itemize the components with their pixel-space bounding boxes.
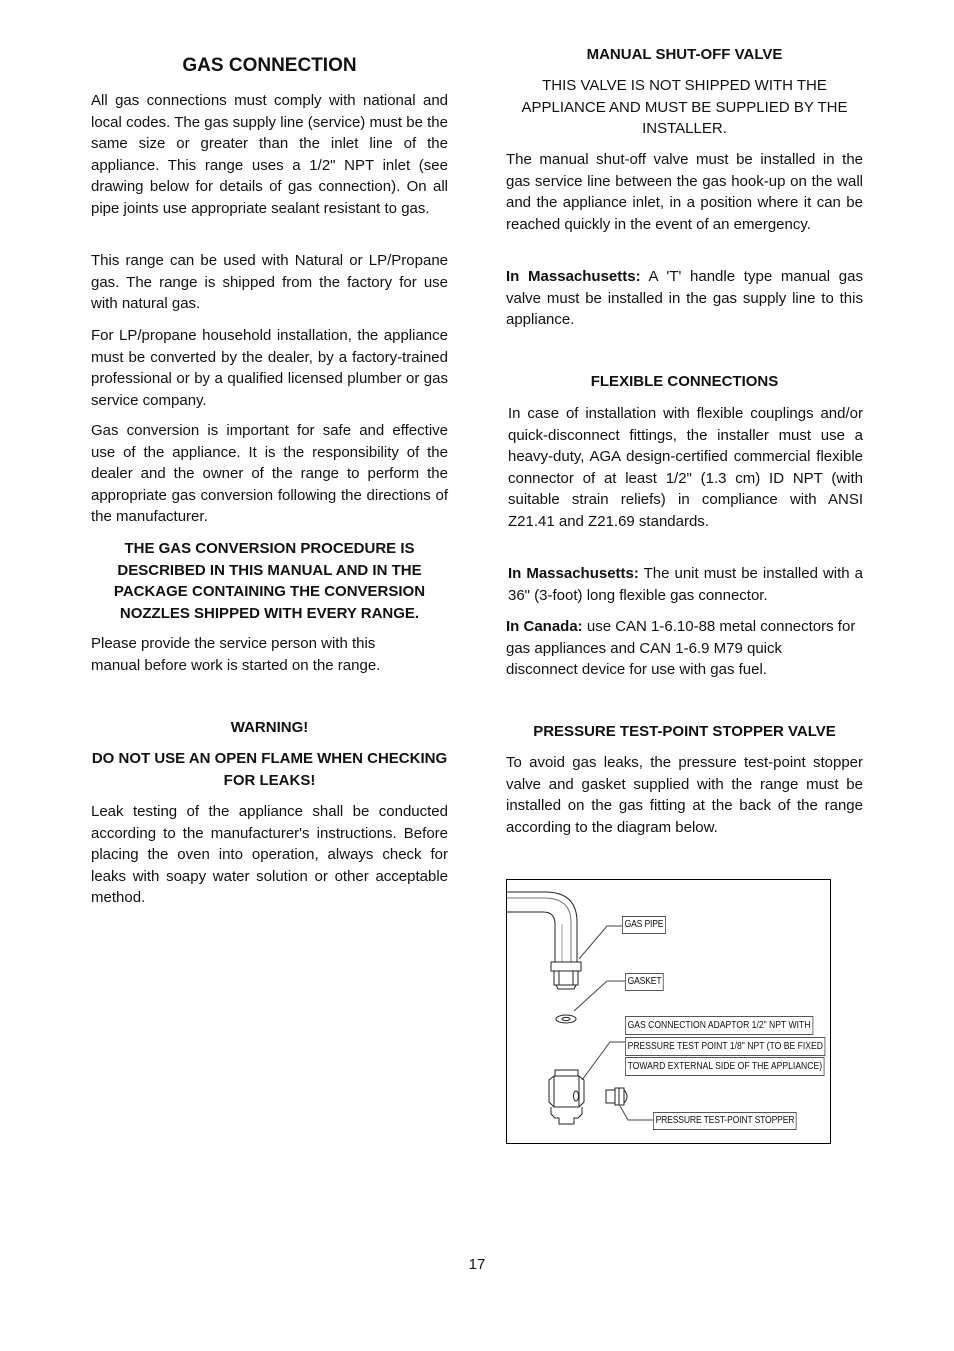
warning-text: DO NOT USE AN OPEN FLAME WHEN CHECKING FOR LEAKS! [91, 750, 448, 789]
gas-pipe-drawing [507, 892, 577, 962]
paragraph-leak-testing: Leak testing of the appliance shall be conducted according to the manufacturer's instructions. Before placing the oven into operation, always check for leaks with soapy water solution or other acceptable method. [91, 803, 448, 907]
section-title-pressure: PRESSURE TEST-POINT STOPPER VALVE [533, 723, 836, 740]
gasket-drawing [556, 1015, 576, 1023]
gas-connection-diagram [506, 879, 831, 1144]
paragraph-fuel-type: This range can be used with Natural or LP/Propane gas. The range is shipped from the factory for use with natural gas. [91, 252, 448, 313]
canada-text: use CAN 1-6.10-88 metal connectors for gas appliances and CAN 1-6.9 M79 quick disconnect device for use with gas fuel. [506, 618, 856, 679]
label-stopper: PRESSURE TEST-POINT STOPPER [653, 1112, 797, 1130]
section-title-flexible: FLEXIBLE CONNECTIONS [590, 373, 779, 390]
paragraph-canada [506, 616, 856, 681]
warning-title: WARNING! [230, 719, 309, 736]
section-title-gas-connection: GAS CONNECTION [182, 55, 357, 76]
paragraph-massachusetts-valve [506, 266, 863, 331]
massachusetts-connector-text: The unit must be installed with a 36" (3-foot) long flexible gas connector. [508, 565, 863, 604]
paragraph-lp-conversion: For LP/propane household installation, the appliance must be converted by the dealer, by a factory-trained professional or by a qualified licensed plumber or gas service company. [91, 327, 448, 409]
paragraph-service-person: Please provide the service person with this manual before work is started on the range. [91, 635, 381, 674]
label-adaptor-line2: PRESSURE TEST POINT 1/8" NPT (TO BE FIXED [625, 1037, 826, 1056]
paragraph-conversion-importance: Gas conversion is important for safe and effective use of the appliance. It is the responsibility of the dealer and the owner of the range to perform the appropriate gas conversion following the directions of the manufacturer. [91, 422, 448, 526]
massachusetts-label: In Massachusetts: [506, 268, 641, 285]
label-adaptor-line3: TOWARD EXTERNAL SIDE OF THE APPLIANCE) [625, 1057, 825, 1076]
diagram-drawing [507, 880, 832, 1145]
paragraph-massachusetts-connector [508, 563, 863, 606]
label-gasket: GASKET [625, 973, 664, 991]
paragraph-codes: All gas connections must comply with national and local codes. The gas supply line (service) must be the same size or greater than the inlet line of the appliance. This range uses a 1/2" NPT inlet (see drawing below for details of gas connection). On all pipe joints use appropriate sealant resistant to gas. [91, 92, 448, 217]
massachusetts-valve-text: A 'T' handle type manual gas valve must be installed in the gas supply line to this appliance. [506, 268, 863, 329]
label-adaptor [625, 1016, 826, 1078]
page-number: 17 [468, 1256, 486, 1273]
notice-valve-not-shipped: THIS VALVE IS NOT SHIPPED WITH THE APPLIANCE AND MUST BE SUPPLIED BY THE INSTALLER. [521, 77, 848, 138]
notice-conversion-procedure: THE GAS CONVERSION PROCEDURE IS DESCRIBED IN THIS MANUAL AND IN THE PACKAGE CONTAINING THE CONVERSION NOZZLES SHIPPED WITH EVERY RANGE. [113, 540, 426, 622]
paragraph-pressure: To avoid gas leaks, the pressure test-point stopper valve and gasket supplied with the range must be installed on the gas fitting at the back of the range according to the diagram below. [506, 754, 863, 836]
section-title-shutoff: MANUAL SHUT-OFF VALVE [586, 46, 783, 63]
paragraph-flexible: In case of installation with flexible couplings and/or quick-disconnect fittings, the installer must use a heavy-duty, AGA design-certified commercial flexible connector of at least 1/2" (1.3 cm) ID NPT (with suitable strain reliefs) in compliance with ANSI Z21.41 and Z21.69 standards. [508, 405, 863, 530]
canada-label: In Canada: [506, 618, 583, 635]
massachusetts-label-2: In Massachusetts: [508, 565, 639, 582]
label-adaptor-line1: GAS CONNECTION ADAPTOR 1/2" NPT WITH [625, 1016, 813, 1035]
paragraph-shutoff: The manual shut-off valve must be installed in the gas service line between the gas hook-up on the wall and the appliance inlet, in a position where it can be reached quickly in the event of an emergency. [506, 151, 863, 233]
label-gas-pipe: GAS PIPE [622, 916, 666, 934]
stopper-drawing [606, 1088, 627, 1105]
adaptor-drawing [549, 1070, 584, 1124]
